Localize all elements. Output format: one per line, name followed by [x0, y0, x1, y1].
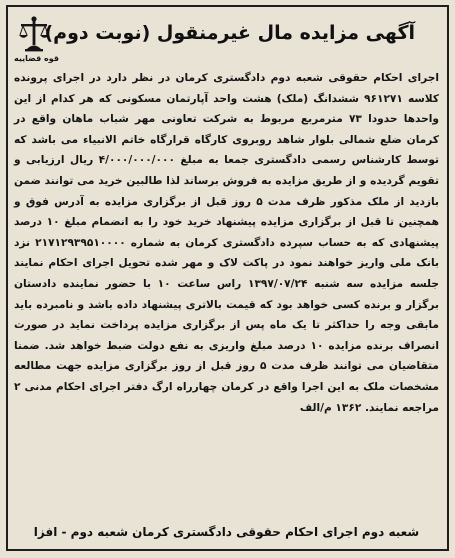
notice-body — [14, 68, 439, 418]
notice-title: آگهی مزایده مال غیرمنقول (نوبت دوم) — [44, 22, 415, 44]
notice-paragraph: اجرای احکام حقوقی شعبه دوم دادگستری کرمان در نظر دارد در اجرای پرونده کلاسه ۹۶۱۲۷۱ ششدانگ (ملک) هشت واحد آپارتمان مسکونی که هر کدام از این واحدها حدودا ۷۳ مترمربع مربوط به شرکت تعاونی مهر شباب ماهان واقع در کرمان ضلع شمالی بلوار شاهد روبروی کارگاه قرارگاه خاتم الانبیاء می باشد که توسط کارشناس رسمی دادگستری جمعا به مبلغ ۴/۰۰۰/۰۰۰/۰۰۰ ریال ارزیابی و تقویم گردیده و از طریق مزایده به فروش برساند لذا طالبین خرید می توانند ضمن بازدید از ملک مذکور ظرف مدت ۵ روز قبل از برگزاری مزایده به آدرس فوق و همچنین تا قبل از برگزاری مزایده پیشنهاد خرید خود را به انضمام مبلغ ۱۰ درصد پیشنهادی که به حساب سپرده دادگستری کرمان به شماره ۲۱۷۱۲۹۳۹۵۱۰۰۰۰ نزد بانک ملی واریز خواهند نمود در پاکت لاک و مهر شده تحویل اجرای احکام نمایند جلسه مزایده سه شنبه ۱۳۹۷/۰۷/۲۴ راس ساعت ۱۰ با حضور نماینده دادستان برگزار و برنده کسی خواهد بود که قیمت بالاتری پیشنهاد داده باشد و نامبرده باید مابقی وجه را حداکثر تا یک ماه پس از برگزاری مزایده پرداخت نماید در صورت انصراف برنده مزایده ۱۰ درصد مبلغ واریزی به نفع دولت ضبط خواهد شد. ضمنا متقاضیان می توانند ظرف مدت ۵ روز قبل از روز برگزاری مزایده جهت مطالعه مشخصات ملک به این اجرا واقع در کرمان چهارراه ارگ دفتر اجرای احکام مدنی ۲ مراجعه نمایند. ۱۳۶۲ م/الف — [14, 72, 440, 414]
notice-header — [8, 8, 445, 70]
notice-signature: شعبه دوم اجرای احکام حقوقی دادگستری کرمان شعبه دوم - افزا — [33, 525, 420, 539]
emblem-caption: قوه قضاییه — [14, 54, 60, 63]
